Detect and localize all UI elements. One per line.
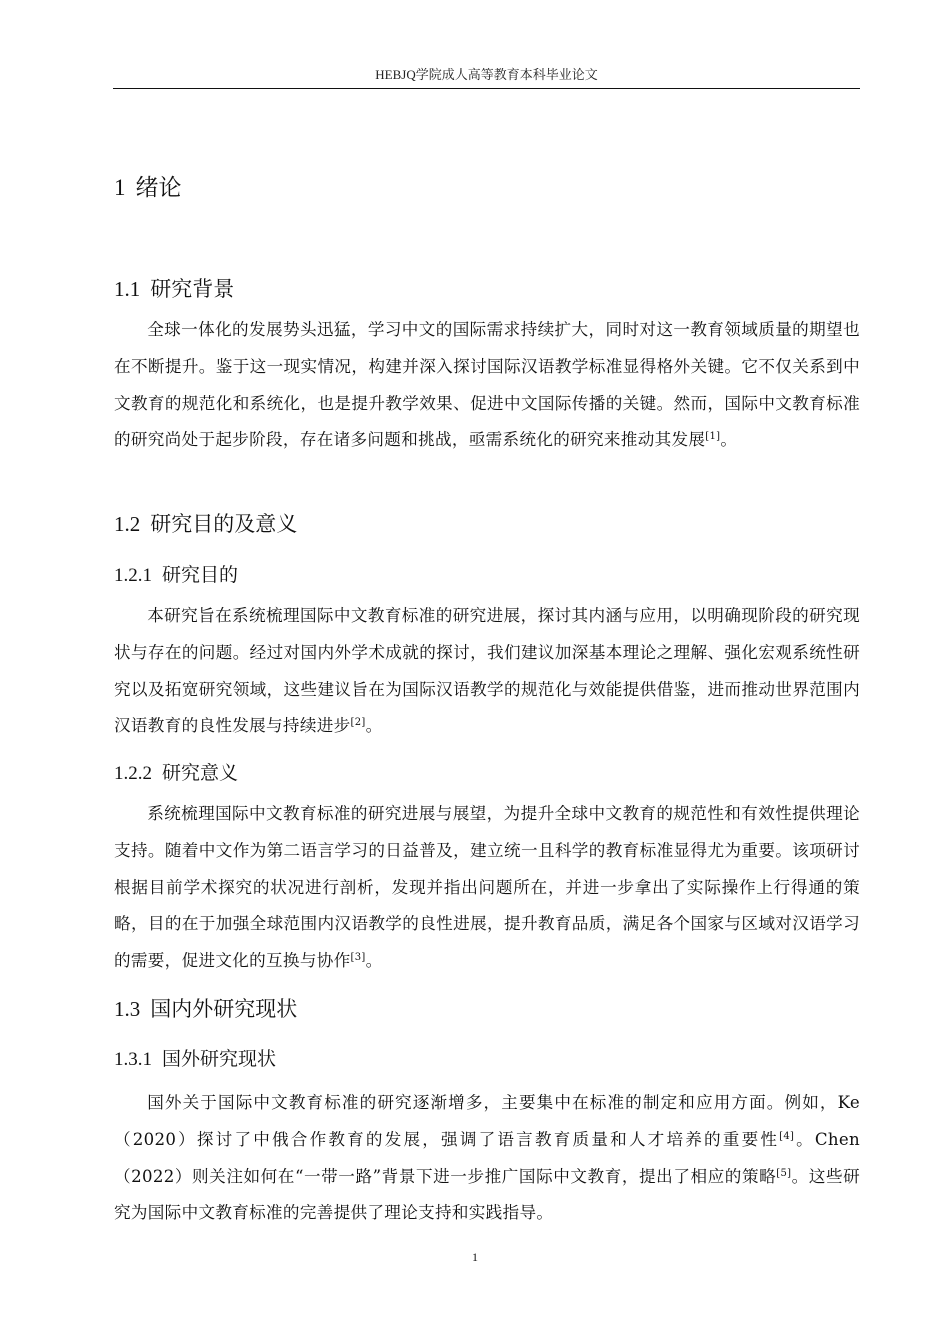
section-title: 研究目的及意义 (150, 512, 298, 536)
subsection-number: 1.3.1 (114, 1049, 152, 1070)
section-number: 1.3 (114, 997, 141, 1021)
header-divider (113, 88, 860, 89)
section-title: 国内外研究现状 (150, 997, 298, 1021)
paragraph-research-background (114, 312, 860, 459)
section-heading-1-2 (114, 509, 297, 539)
subsection-number: 1.2.2 (114, 763, 152, 784)
paragraph-text: 。这些研究为国际中文教育标准的完善提供了理论支持和实践指导。 (114, 1166, 861, 1223)
citation-2: [2] (350, 717, 366, 729)
paragraph-research-significance (114, 796, 860, 980)
section-title: 研究背景 (150, 277, 235, 301)
paragraph-end: 。 (365, 716, 383, 736)
subsection-heading-1-2-2 (114, 759, 238, 788)
section-heading-1-1 (114, 274, 234, 304)
subsection-heading-1-3-1 (114, 1045, 276, 1074)
paragraph-foreign-research (114, 1085, 860, 1232)
section-heading-1-3 (114, 994, 297, 1024)
paragraph-text: 系统梳理国际中文教育标准的研究进展与展望，为提升全球中文教育的规范性和有效性提供理论支持。随着中文作为第二语言学习的日益普及，建立统一且科学的教育标准显得尤为重要。该项研讨根据目前学术探究的状况进行剖析，发现并指出问题所在，并进一步拿出了实际操作上行得通的策略，目的在于加强全球范围内汉语教学的良性进展，提升教育品质，满足各个国家与区域对汉语学习的需要，促进文化的互换与协作 (114, 804, 860, 971)
paragraph-research-purpose (114, 598, 860, 745)
citation-5: [5] (776, 1167, 792, 1179)
citation-3: [3] (350, 952, 366, 964)
section-number: 1.2 (114, 512, 141, 536)
running-header: HEBJQ学院成人高等教育本科毕业论文 (375, 67, 598, 82)
paragraph-text: 本研究旨在系统梳理国际中文教育标准的研究进展，探讨其内涵与应用，以明确现阶段的研究现状与存在的问题。经过对国内外学术成就的探讨，我们建议加深基本理论之理解、强化宏观系统性研究以及拓宽研究领域，这些建议旨在为国际汉语教学的规范化与效能提供借鉴，进而推动世界范围内汉语教育的良性发展与持续进步 (114, 606, 860, 736)
subsection-title: 研究意义 (162, 762, 239, 784)
section-number: 1.1 (114, 277, 141, 301)
paragraph-end: 。 (365, 951, 383, 971)
subsection-title: 研究目的 (162, 564, 239, 586)
chapter-title: 绪论 (135, 175, 182, 201)
paragraph-text: 全球一体化的发展势头迅猛，学习中文的国际需求持续扩大，同时对这一教育领域质量的期望也在不断提升。鉴于这一现实情况，构建并深入探讨国际汉语教学标准显得格外关键。它不仅关系到中文教育的规范化和系统化，也是提升教学效果、促进中文国际传播的关键。然而，国际中文教育标准的研究尚处于起步阶段，存在诸多问题和挑战，亟需系统化的研究来推动其发展 (114, 320, 860, 450)
paragraph-text: 国外关于国际中文教育标准的研究逐渐增多，主要集中在标准的制定和应用方面。例如，Ke（2020）探讨了中俄合作教育的发展，强调了语言教育质量和人才培养的重要性 (114, 1093, 860, 1149)
subsection-title: 国外研究现状 (162, 1048, 277, 1070)
citation-4: [4] (779, 1130, 795, 1142)
citation-1: [1] (705, 431, 721, 443)
subsection-number: 1.2.1 (114, 565, 152, 586)
chapter-heading (114, 172, 182, 204)
page-number: 1 (472, 1250, 478, 1264)
subsection-heading-1-2-1 (114, 561, 238, 590)
chapter-number: 1 (114, 175, 126, 200)
paragraph-end: 。 (720, 430, 738, 450)
paragraph-text: 。Chen（2022）则关注如何在“一带一路”背景下进一步推广国际中文教育，提出了相应的策略 (114, 1129, 860, 1186)
